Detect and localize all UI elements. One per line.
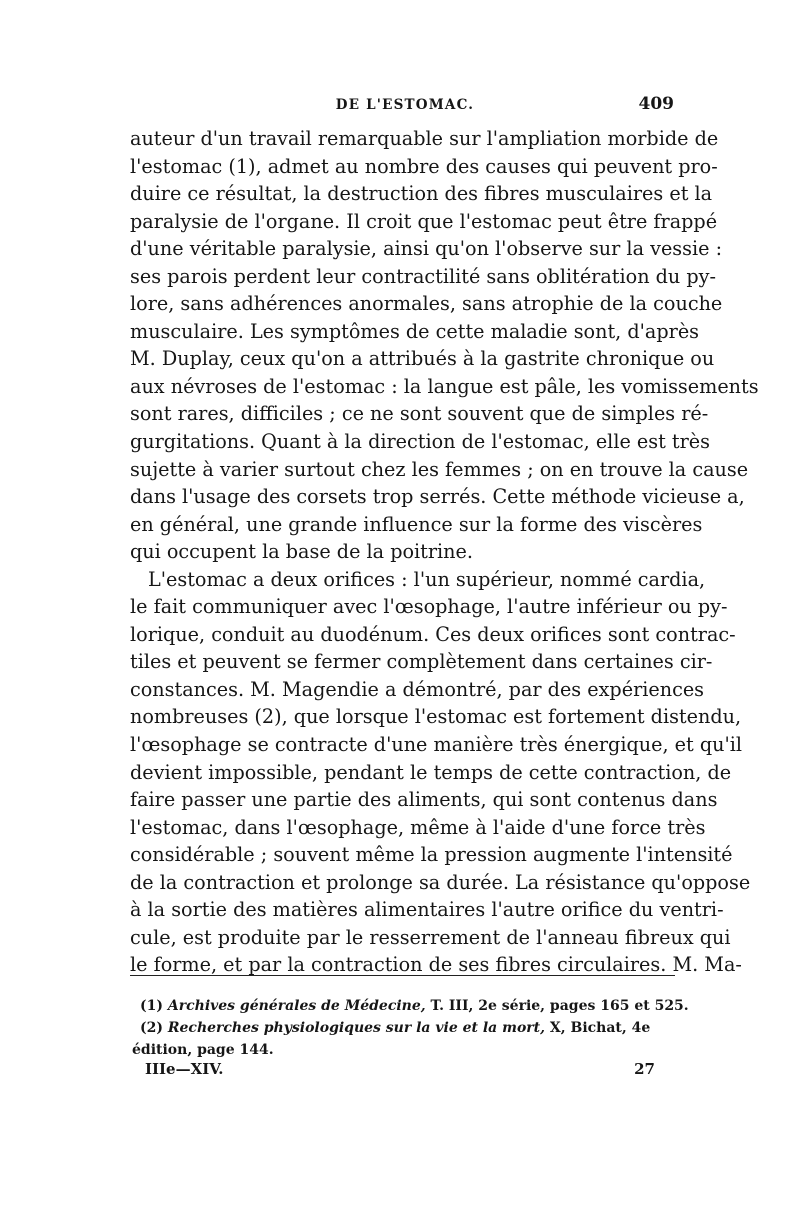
text-line: en général, une grande influence sur la forme des viscères bbox=[130, 512, 703, 536]
text-line: nombreuses (2), que lorsque l'estomac est fortement distendu, bbox=[130, 705, 742, 729]
text-line: sont rares, difficiles ; ce ne sont souvent que de simples ré- bbox=[130, 402, 709, 426]
text-line: qui occupent la base de la poitrine. bbox=[130, 540, 473, 564]
footnote-1-details: T. III, 2e série, pages 165 et 525. bbox=[430, 998, 689, 1014]
footnotes bbox=[132, 995, 689, 1061]
paragraph-start-line: L'estomac a deux orifices : l'un supérieur, nommé cardia, bbox=[148, 567, 706, 591]
text-line: auteur d'un travail remarquable sur l'ampliation morbide de bbox=[130, 127, 719, 150]
text-line: le fait communiquer avec l'œsophage, l'autre inférieur ou py- bbox=[130, 595, 728, 619]
text-line: sujette à varier surtout chez les femmes ; on en trouve la cause bbox=[130, 457, 749, 481]
text-line: faire passer une partie des aliments, qui sont contenus dans bbox=[130, 788, 718, 812]
text-line: dans l'usage des corsets trop serrés. Cette méthode vicieuse a, bbox=[130, 485, 745, 509]
text-line: lore, sans adhérences anormales, sans atrophie de la couche bbox=[130, 292, 723, 316]
signature-mark: IIIe—XIV. bbox=[145, 1060, 224, 1078]
body-text bbox=[130, 125, 759, 979]
text-line: à la sortie des matières alimentaires l'autre orifice du ventri- bbox=[130, 898, 724, 922]
footnote-rule bbox=[130, 975, 675, 976]
text-line: ses parois perdent leur contractilité sans oblitération du py- bbox=[130, 264, 716, 288]
text-line: cule, est produite par le resserrement de l'anneau fibreux qui bbox=[130, 925, 731, 949]
text-line: l'œsophage se contracte d'une manière très énergique, et qu'il bbox=[130, 733, 743, 757]
text-line: aux névroses de l'estomac : la langue est pâle, les vomissements bbox=[130, 374, 759, 398]
text-line: musculaire. Les symptômes de cette maladie sont, d'après bbox=[130, 319, 700, 343]
text-line: de la contraction et prolonge sa durée. La résistance qu'oppose bbox=[130, 870, 751, 894]
footnote-2-continuation: édition, page 144. bbox=[132, 1042, 274, 1058]
text-line: le forme, et par la contraction de ses fibres circulaires. M. Ma- bbox=[130, 953, 742, 977]
text-line: d'une véritable paralysie, ainsi qu'on l'observe sur la vessie : bbox=[130, 237, 723, 261]
footnote-1-marker: (1) bbox=[140, 998, 163, 1014]
text-line: considérable ; souvent même la pression augmente l'intensité bbox=[130, 843, 733, 867]
footnote-2 bbox=[140, 1017, 660, 1039]
text-line: M. Duplay, ceux qu'on a attribués à la gastrite chronique ou bbox=[130, 347, 715, 371]
footnote-2-title: Recherches physiologiques sur la vie et la mort, bbox=[167, 1020, 545, 1036]
footnote-2-details: X, Bichat, 4e bbox=[549, 1020, 651, 1036]
page-header bbox=[130, 94, 680, 116]
footnote-1-title: Archives générales de Médecine, bbox=[167, 998, 426, 1014]
text-line: tiles et peuvent se fermer complètement dans certaines cir- bbox=[130, 650, 713, 674]
text-line: duire ce résultat, la destruction des fibres musculaires et la bbox=[130, 182, 713, 206]
page-number: 409 bbox=[638, 94, 674, 114]
footnote-1 bbox=[140, 995, 689, 1017]
text-line: l'estomac, dans l'œsophage, même à l'aide d'une force très bbox=[130, 815, 706, 839]
signature-line bbox=[145, 1060, 655, 1084]
text-line: constances. M. Magendie a démontré, par des expériences bbox=[130, 677, 705, 701]
running-head: DE L'ESTOMAC. bbox=[335, 97, 475, 113]
text-line: paralysie de l'organe. Il croit que l'estomac peut être frappé bbox=[130, 209, 718, 233]
footnote-2-marker: (2) bbox=[140, 1020, 163, 1036]
text-line: gurgitations. Quant à la direction de l'estomac, elle est très bbox=[130, 430, 711, 454]
text-line: lorique, conduit au duodénum. Ces deux orifices sont contrac- bbox=[130, 622, 736, 646]
text-line: devient impossible, pendant le temps de cette contraction, de bbox=[130, 760, 732, 784]
sheet-number: 27 bbox=[634, 1060, 655, 1078]
text-line: l'estomac (1), admet au nombre des causes qui peuvent pro- bbox=[130, 154, 718, 178]
